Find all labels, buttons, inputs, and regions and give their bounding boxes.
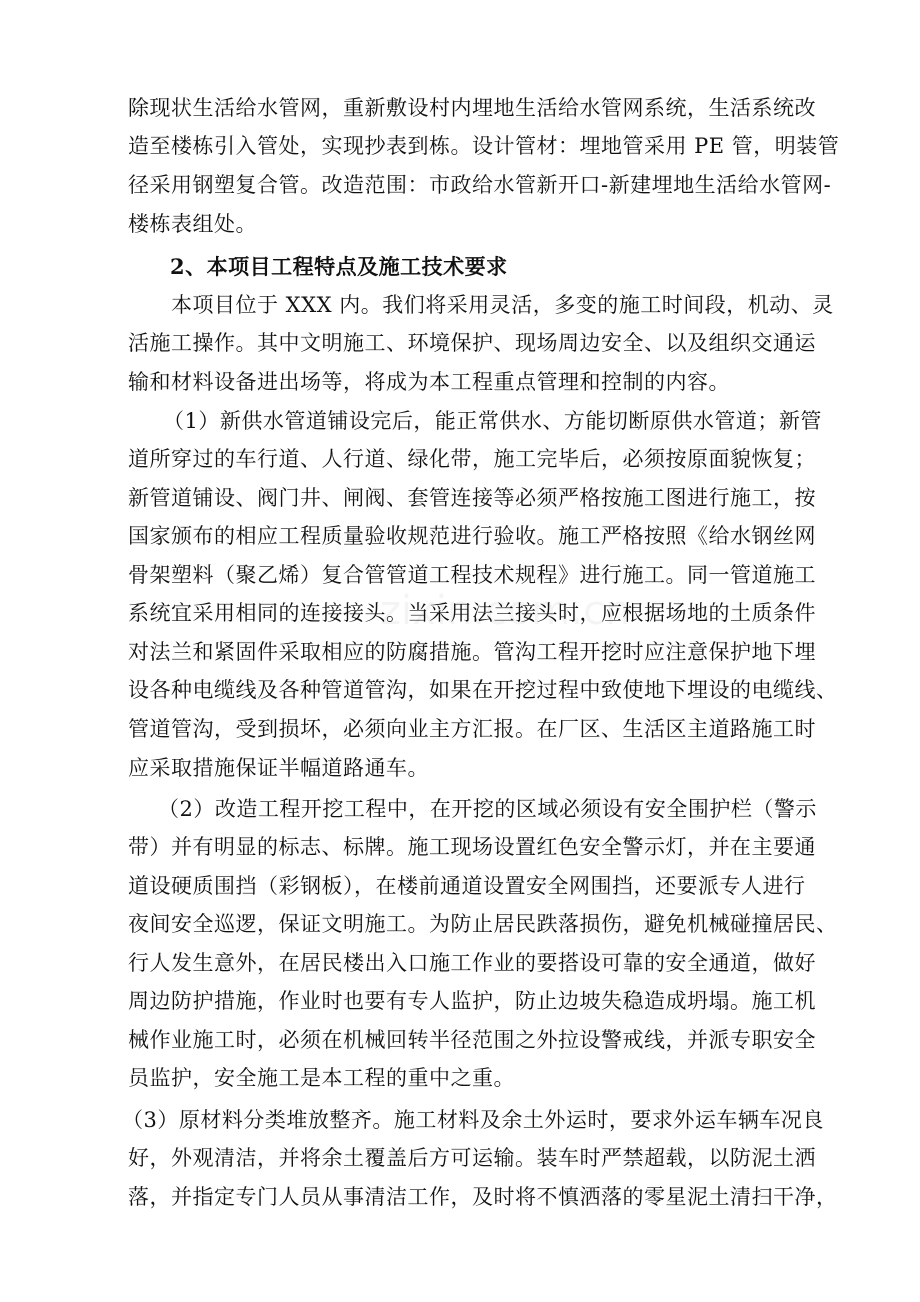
text-line: 员监护，安全施工是本工程的重中之重。 bbox=[128, 1066, 515, 1090]
text-line: 骨架塑料（聚乙烯）复合管管道工程技术规程》进行施工。同一管道施工 bbox=[128, 563, 816, 587]
text-line: 夜间安全巡逻，保证文明施工。为防止居民跌落损伤，避免机械碰撞居民、 bbox=[128, 912, 838, 936]
text-line: 设各种电缆线及各种管道管沟，如果在开挖过程中致使地下埋设的电缆线、 bbox=[128, 678, 838, 702]
text-line: 输和材料设备进出场等，将成为本工程重点管理和控制的内容。 bbox=[128, 370, 730, 394]
text-line: 楼栋表组处。 bbox=[128, 212, 257, 236]
text-line: 对法兰和紧固件采取相应的防腐措施。管沟工程开挖时应注意保护地下埋 bbox=[128, 640, 816, 664]
text-line: 道设硬质围挡（彩钢板），在楼前通道设置安全网围挡，还要派专人进行 bbox=[128, 874, 806, 898]
text-line: 国家颁布的相应工程质量验收规范进行验收。施工严格按照《给水钢丝网 bbox=[128, 524, 816, 548]
text-line: 造至楼栋引入管处，实现抄表到栋。设计管材：埋地管采用 PE 管，明装管 bbox=[128, 134, 840, 158]
section-heading: 2、本项目工程特点及施工技术要求 bbox=[170, 254, 508, 279]
text-line: 周边防护措施，作业时也要有专人监护，防止边坡失稳造成坍塌。施工机 bbox=[128, 989, 816, 1013]
text-line: 好，外观清洁，并将余土覆盖后方可运输。装车时严禁超载，以防泥土洒 bbox=[128, 1146, 816, 1170]
text-line: 行人发生意外，在居民楼出入口施工作业的要搭设可靠的安全通道，做好 bbox=[128, 951, 816, 975]
text-line: 带）并有明显的标志、标牌。施工现场设置红色安全警示灯，并在主要通 bbox=[128, 835, 816, 859]
text-line: （1）新供水管道铺设完后，能正常供水、方能切断原供水管道；新管 bbox=[163, 409, 822, 433]
text-line: （3）原材料分类堆放整齐。施工材料及余土外运时，要求外运车辆车况良 bbox=[122, 1108, 824, 1132]
text-line: 应采取措施保证半幅道路通车。 bbox=[128, 756, 429, 780]
text-line: 系统宜采用相同的连接接头。当采用法兰接头时，应根据场地的土质条件 bbox=[128, 601, 816, 625]
text-line: 活施工操作。其中文明施工、环境保护、现场周边安全、以及组织交通运 bbox=[128, 331, 816, 355]
text-line: 新管道铺设、阀门井、闸阀、套管连接等必须严格按施工图进行施工，按 bbox=[128, 486, 816, 510]
text-line: 落，并指定专门人员从事清洁工作，及时将不慎洒落的零星泥土清扫干净， bbox=[128, 1185, 838, 1209]
text-line: 械作业施工时，必须在机械回转半径范围之外拉设警戒线，并派专职安全 bbox=[128, 1028, 816, 1052]
text-line: 道所穿过的车行道、人行道、绿化带，施工完毕后，必须按原面貌恢复； bbox=[128, 447, 816, 471]
text-line: 除现状生活给水管网，重新敷设村内埋地生活给水管网系统，生活系统改 bbox=[128, 96, 816, 120]
text-line: 管道管沟，受到损坏，必须向业主方汇报。在厂区、生活区主道路施工时 bbox=[128, 717, 816, 741]
text-line: 径采用钢塑复合管。改造范围：市政给水管新开口-新建埋地生活给水管网- bbox=[128, 173, 832, 197]
text-line: （2）改造工程开挖工程中，在开挖的区域必须设有安全围护栏（警示 bbox=[158, 797, 817, 821]
text-line: 本项目位于 XXX 内。我们将采用灵活，多变的施工时间段，机动、灵 bbox=[171, 293, 834, 317]
